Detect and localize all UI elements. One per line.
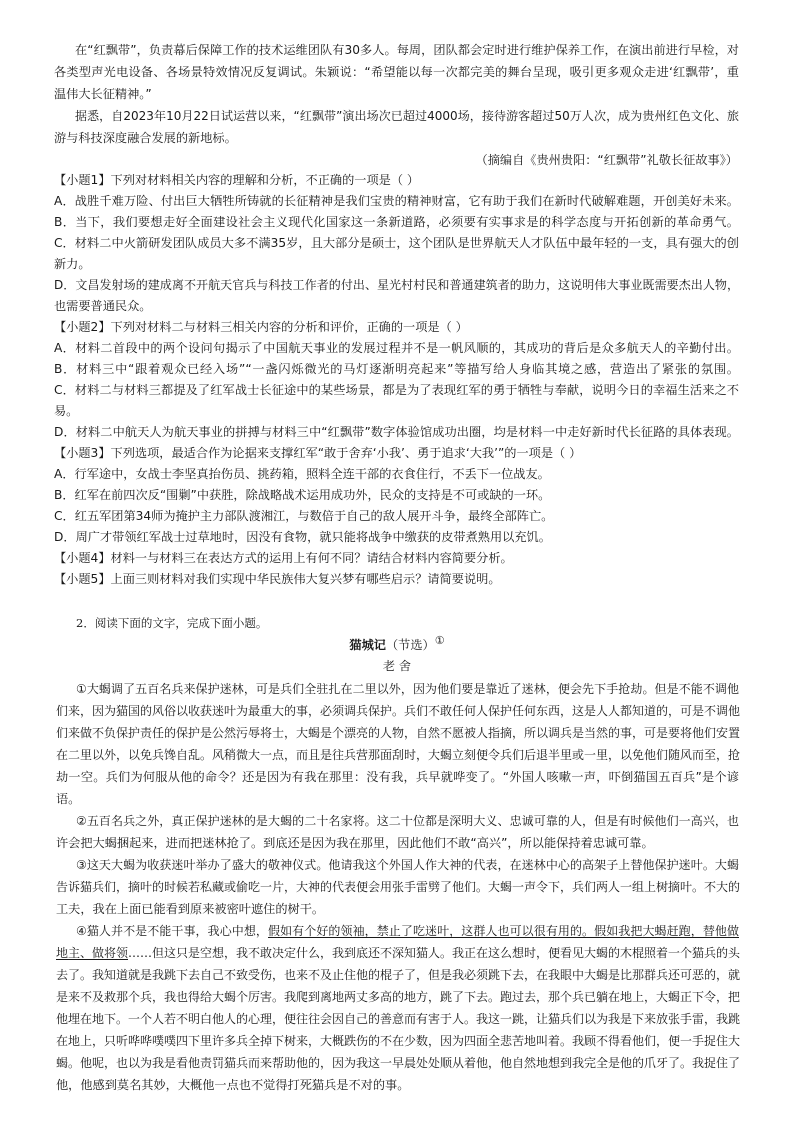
passage2-line: ①大蝎调了五百名兵来保护迷林，可是兵们全驻扎在二里以外，因为他们要是靠近了迷林，便会先下手抢劫。但是不能不调他 bbox=[76, 682, 739, 696]
passage2-line: 们来，因为猫国的风俗以收获迷叶为最重大的事，必须调兵保护。兵们不敢任何人保护任何东西，这是人人都知道的，可是不调他 bbox=[56, 704, 741, 718]
passage2-line: 他，他感到莫名其妙，大概他一点也不觉得打死猫兵是不对的事。 bbox=[56, 1078, 410, 1092]
passage2-line: 们来做不负保护责任的保护是公然污辱将士，大蝎是个漂亮的人物，自然不愿被人指摘，所以调兵是当然的事，可是要将他们安置 bbox=[56, 726, 741, 740]
article-author: 老 舍 bbox=[382, 659, 412, 673]
source-citation: （摘编自《贵州贵阳：“红飘带”礼敬长征故事》） bbox=[475, 153, 738, 167]
question-option: A．材料二首段中的两个设问句揭示了中国航天事业的发展过程并不是一帆风顺的，其成功的背后是众多航天人的辛勤付出。 bbox=[54, 341, 739, 355]
question-stem: 【小题5】上面三则材料对我们实现中华民族伟大复兴梦有哪些启示？请简要说明。 bbox=[54, 572, 501, 586]
question-option: C．红五军团第34师为掩护主力部队渡湘江，与数倍于自己的敌人展开斗争，最终全部阵亡。 bbox=[54, 509, 554, 523]
question-option-cont: 新力。 bbox=[54, 257, 91, 271]
passage2-line: 劫一空。兵们为何服从他的命令？还是因为有我在那里：没有我，兵早就哗变了。“外国人咳嗽一声，吓倒猫国五百兵”是个谚 bbox=[56, 770, 739, 784]
question-option: B．材料三中“跟着观众已经入场”“一盏闪烁微光的马灯逐渐明亮起来”等描写给人身临其境之感，营造出了紧张的氛围。 bbox=[54, 362, 739, 376]
passage1-line: 游与科技深度融合发展的新地标。 bbox=[54, 131, 237, 145]
question-option: D．周广才带领红军战士过草地时，因没有食物，就只能将战争中缴获的皮带煮熟用以充饥。 bbox=[54, 530, 551, 544]
question-option: D．材料二中航天人为航天事业的拼搏与材料三中“红飘带”数字体验馆成功出圈，均是材料一中走好新时代长征路的具体表现。 bbox=[54, 425, 739, 439]
passage2-line: 许会把大蝎捆起来，进而把迷林抢了。到底还是因为我在那里，因此他们不敢“高兴”，所以能保持着忠诚可靠。 bbox=[56, 836, 654, 850]
article-title-line bbox=[0, 635, 794, 656]
question-stem: 【小题3】下列选项，最适合作为论据来支撑红军“敢于舍弃‘小我’、勇于追求‘大我’”的一项是（ ） bbox=[54, 446, 582, 460]
passage2-line: 语。 bbox=[56, 792, 81, 806]
passage2-line: 工夫，我在上面已能看到原来被密叶遮住的树干。 bbox=[56, 902, 325, 916]
question-option: C．材料二与材料三都提及了红军战士长征途中的某些场景，都是为了表现红军的勇于牺牲与奉献，说明今日的幸福生活来之不 bbox=[54, 383, 739, 397]
question-option: B．红军在前四次反“围剿”中获胜，除战略战术运用成功外，民众的支持是不可或缺的一环。 bbox=[54, 488, 551, 502]
passage2-line: 在地上，只听哗哗噗噗四下里许多兵全掉下树来，大概跌伤的不在少数，因为四面全悲苦地叫着。我顾不得看他们，便一手捉住大 bbox=[56, 1034, 741, 1048]
passage2-line: 是来不及救那个兵，我也得给大蝎个厉害。我爬到离地两丈多高的地方，跳了下去。跑过去，那个兵已躺在地上，大蝎正下令，把 bbox=[56, 990, 741, 1004]
footnote-mark: ① bbox=[434, 634, 445, 647]
article-title-note: （节选） bbox=[385, 638, 435, 652]
passage2-line bbox=[56, 943, 739, 963]
underlined-sentence: 地主、做将领 bbox=[56, 946, 129, 960]
question-stem: 【小题4】材料一与材料三在表达方式的运用上有何不同？请结合材料内容简要分析。 bbox=[54, 551, 513, 565]
question-stem: 【小题1】下列对材料相关内容的理解和分析，不正确的一项是（ ） bbox=[54, 173, 420, 187]
passage1-line: 温伟大长征精神。” bbox=[54, 87, 152, 101]
question-option: A．战胜千难万险、付出巨大牺牲所铸就的长征精神是我们宝贵的精神财富，它有助于我们在新时代破解难题，开创美好未来。 bbox=[54, 194, 739, 208]
question-option-cont: 易。 bbox=[54, 404, 79, 418]
passage2-line: 他埋在地下。一个人若不明白他人的心理，便往往会因自己的善意而有害于人。我这一跳，让猫兵们以为我是下来放张手雷，我跳 bbox=[56, 1012, 741, 1026]
question-option: C．材料二中火箭研发团队成员大多不满35岁，且大部分是硕士，这个团队是世界航天人才队伍中最年轻的一支，具有强大的创 bbox=[54, 236, 739, 250]
passage1-line: 各类型声光电设备、各场景特效情况反复调试。朱颖说：“希望能以每一次都完美的舞台呈现，吸引更多观众走进‘红飘带’，重 bbox=[54, 65, 739, 79]
question-stem: 【小题2】下列对材料二与材料三相关内容的分析和评价，正确的一项是（ ） bbox=[54, 320, 468, 334]
passage1-line: 据悉，自2023年10月22日试运营以来，“红飘带”演出场次已超过4000场，接待游客超过50万人次，成为贵州红色文化、旅 bbox=[75, 109, 739, 123]
passage2-line: ③这天大蝎为收获迷叶举办了盛大的敬神仪式。他请我这个外国人作大神的代表，在迷林中心的高架子上替他保护迷叶。大蝎 bbox=[76, 858, 739, 872]
question-option-cont: 也需要普通民众。 bbox=[54, 299, 152, 313]
question-option: D．文昌发射场的建成离不开航天官兵与科技工作者的付出、星光村村民和普通建筑者的助力，这说明伟大事业既需要杰出人物， bbox=[54, 278, 739, 292]
passage-text: ④猫人并不是不能干事，我心中想， bbox=[76, 924, 269, 938]
passage2-line: 蝎。他呢，也以为我是看他责罚猫兵而来帮助他的，因为我这一早晨处处顺从着他，他自然地想到我完全是他的爪牙了。我捉住了 bbox=[56, 1056, 741, 1070]
passage2-line: ②五百名兵之外，真正保护迷林的是大蝎的二十名家将。这二十位都是深明大义、忠诚可靠的人，但是有时候他们一高兴，也 bbox=[76, 814, 739, 828]
passage2-line: 告诉猫兵们，摘叶的时候若私藏或偷吃一片，大神的代表便会用张手雷劈了他们。大蝎一声令下，兵们两人一组上树摘叶。不大的 bbox=[56, 880, 741, 894]
question-option: B．当下，我们要想走好全面建设社会主义现代化国家这一条新道路，必须要有实事求是的科学态度与开拓创新的革命勇气。 bbox=[54, 215, 739, 229]
article-title: 猫城记 bbox=[349, 638, 386, 652]
passage1-line: 在“红飘带”，负责幕后保障工作的技术运维团队有30多人。每周，团队都会定时进行维护保养工作，在演出前进行早检，对 bbox=[75, 43, 739, 57]
section-instruction: 2．阅读下面的文字，完成下面小题。 bbox=[76, 616, 268, 630]
passage-text: ……但这只是空想，我不敢决定什么，我到底还不深知猫人。我正在这么想时，便看见大蝎的木棍照着一个猫兵的头 bbox=[128, 946, 741, 960]
passage2-line: 去了。我知道就是我跳下去自己不致受伤，也来不及止住他的棍子了，但是我必须跳下去，在我眼中大蝎是比那群兵还可恶的，就 bbox=[56, 968, 741, 982]
question-option: A．行军途中，女战士李坚真抬伤员、挑药箱，照料全连干部的衣食住行，不丢下一位战友。 bbox=[54, 467, 550, 481]
passage2-line bbox=[76, 921, 739, 941]
underlined-sentence: 假如有个好的领袖，禁止了吃迷叶，这群人也可以很有用的。假如我把大蝎赶跑，替他做 bbox=[268, 924, 739, 938]
passage2-line: 在二里以外，以免兵馋自乱。风稍微大一点，而且是往兵营那面刮时，大蝎立刻便令兵们后退半里或一里，以免他们随风而至，抢 bbox=[56, 748, 741, 762]
